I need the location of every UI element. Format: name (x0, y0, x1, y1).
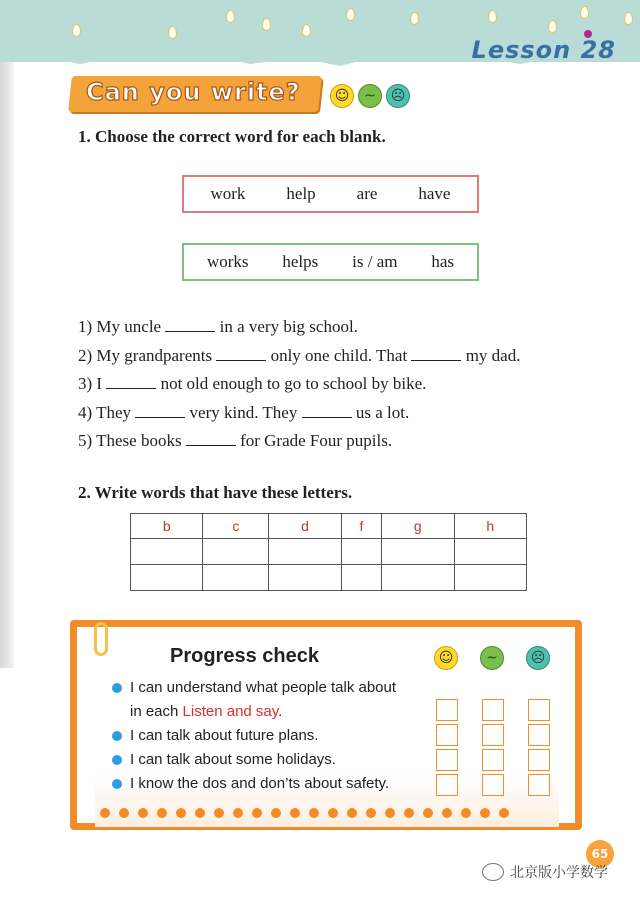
smiley-happy-icon: ☺ (330, 84, 354, 108)
word-box-base-forms (182, 175, 479, 213)
dot (119, 808, 129, 818)
wechat-icon (482, 863, 504, 881)
sentence (78, 370, 520, 399)
word-option: have (418, 184, 451, 203)
raindrop-icon (346, 8, 355, 21)
paperclip-icon (94, 622, 108, 656)
answer-blank[interactable] (106, 374, 156, 389)
answer-blank[interactable] (165, 317, 215, 332)
raindrop-icon (580, 6, 589, 19)
bullet-icon (112, 779, 122, 789)
smiley-sad-icon: ☹ (386, 84, 410, 108)
dot (233, 808, 243, 818)
raindrop-icon (168, 26, 177, 39)
answer-blank[interactable] (135, 403, 185, 418)
dot (252, 808, 262, 818)
check-item (112, 772, 396, 796)
sentence-text: very kind. They (185, 402, 302, 422)
answer-cell[interactable] (454, 539, 526, 565)
word-box-third-person (182, 243, 479, 281)
check-item (112, 676, 396, 700)
sentence-text: 2) My grandparents (78, 345, 217, 365)
sentence (78, 342, 520, 371)
answer-row (131, 539, 527, 565)
dot (157, 808, 167, 818)
dot (423, 808, 433, 818)
checkbox-sad[interactable] (528, 774, 550, 796)
dot (442, 808, 452, 818)
checkbox-happy[interactable] (436, 724, 458, 746)
dot (480, 808, 490, 818)
question-2-heading: 2. Write words that have these letters. (78, 483, 353, 502)
lesson-label: Lesson 28 (471, 36, 616, 64)
letters-table (130, 513, 527, 591)
page-number: 65 (586, 840, 614, 868)
letter-cell: f (341, 514, 381, 539)
checkbox-sad[interactable] (528, 724, 550, 746)
word-option: work (210, 184, 246, 203)
check-item-text: I know the dos and don’ts about safety. (130, 775, 390, 792)
smiley-happy-icon: ☺ (434, 646, 458, 670)
word-option: helps (282, 252, 319, 271)
answer-blank[interactable] (411, 346, 461, 361)
letter-cell: b (131, 514, 203, 539)
dot (385, 808, 395, 818)
answer-blank[interactable] (186, 431, 236, 446)
dot (461, 808, 471, 818)
answer-cell[interactable] (341, 539, 381, 565)
fill-in-sentences (78, 313, 520, 456)
answer-cell[interactable] (382, 539, 454, 565)
answer-blank[interactable] (302, 403, 352, 418)
sentence-text: 1) My uncle (78, 317, 166, 336)
answer-blank[interactable] (216, 346, 266, 361)
checkbox-sad[interactable] (528, 749, 550, 771)
bullet-icon (112, 731, 122, 741)
dot (195, 808, 205, 818)
decorative-dots (100, 808, 509, 818)
dot (138, 808, 148, 818)
checkbox-happy[interactable] (436, 749, 458, 771)
check-item (112, 724, 396, 748)
raindrop-icon (72, 24, 81, 37)
smiley-ok-icon: ~ (358, 84, 382, 108)
check-item-highlight: Listen and say (182, 703, 279, 720)
word-option: is / am (352, 252, 398, 271)
dot (499, 808, 509, 818)
smiley-sad-icon: ☹ (526, 646, 550, 670)
letter-cell: g (382, 514, 454, 539)
sentence-text: 3) I (78, 374, 107, 393)
sentence-text: 5) These books (78, 431, 186, 450)
sentence (78, 427, 520, 456)
sentence-text: in a very big school. (215, 317, 358, 336)
question-1-heading: 1. Choose the correct word for each blank. (78, 127, 386, 146)
section-title: Can you write? (86, 78, 301, 106)
sentence-text: for Grade Four pupils. (235, 431, 393, 450)
letters-header-row (131, 514, 527, 539)
dot (404, 808, 414, 818)
sentence-text: only one child. That (266, 345, 412, 365)
answer-cell[interactable] (131, 565, 203, 591)
answer-cell[interactable] (382, 565, 454, 591)
check-item-text: I can talk about some holidays. (130, 751, 336, 768)
dot (100, 808, 110, 818)
answer-cell[interactable] (269, 565, 341, 591)
dot (328, 808, 338, 818)
smiley-ok-icon: ~ (480, 646, 504, 670)
bullet-icon (112, 683, 122, 693)
checkbox-sad[interactable] (528, 699, 550, 721)
dot (214, 808, 224, 818)
word-option: help (286, 184, 316, 203)
check-item-text: in each (130, 703, 183, 720)
check-item-text: . (278, 703, 283, 720)
sentence-text: not old enough to go to school by bike. (156, 374, 427, 393)
dot (347, 808, 357, 818)
word-option: are (356, 184, 378, 203)
answer-row (131, 565, 527, 591)
answer-cell[interactable] (341, 565, 381, 591)
sentence-text: my dad. (461, 345, 521, 365)
checkbox-ok[interactable] (482, 724, 504, 746)
progress-check-title: Progress check (170, 645, 319, 667)
answer-cell[interactable] (269, 539, 341, 565)
word-option: works (206, 252, 249, 271)
dot (366, 808, 376, 818)
raindrop-icon (226, 10, 235, 23)
dot (290, 808, 300, 818)
checkbox-ok[interactable] (482, 774, 504, 796)
sentence (78, 399, 520, 428)
check-item (112, 748, 396, 772)
check-item-text: I can understand what people talk about (130, 679, 397, 696)
raindrop-icon (624, 12, 633, 25)
watermark (482, 862, 608, 882)
answer-cell[interactable] (454, 565, 526, 591)
dot (176, 808, 186, 818)
answer-cell[interactable] (203, 565, 269, 591)
answer-cell[interactable] (203, 539, 269, 565)
check-item-text: I can talk about future plans. (130, 727, 319, 744)
checkbox-happy[interactable] (436, 699, 458, 721)
answer-cell[interactable] (131, 539, 203, 565)
sentence (78, 313, 520, 342)
raindrop-icon (410, 12, 419, 25)
checkbox-ok[interactable] (482, 699, 504, 721)
raindrop-icon (262, 18, 271, 31)
book-spine-shadow (0, 0, 14, 668)
check-item-continued (112, 700, 396, 724)
sentence-text: us a lot. (351, 402, 410, 422)
bullet-icon (112, 755, 122, 765)
watermark-text: 北京版小学数学 (510, 865, 608, 881)
dot (271, 808, 281, 818)
progress-check-list (112, 676, 396, 796)
letter-cell: c (203, 514, 269, 539)
raindrop-icon (548, 20, 557, 33)
letter-cell: d (269, 514, 341, 539)
checkbox-ok[interactable] (482, 749, 504, 771)
word-option: has (431, 252, 455, 271)
checkbox-happy[interactable] (436, 774, 458, 796)
raindrop-icon (302, 24, 311, 37)
raindrop-icon (488, 10, 497, 23)
dot (309, 808, 319, 818)
letter-cell: h (454, 514, 526, 539)
sentence-text: 4) They (78, 402, 136, 422)
